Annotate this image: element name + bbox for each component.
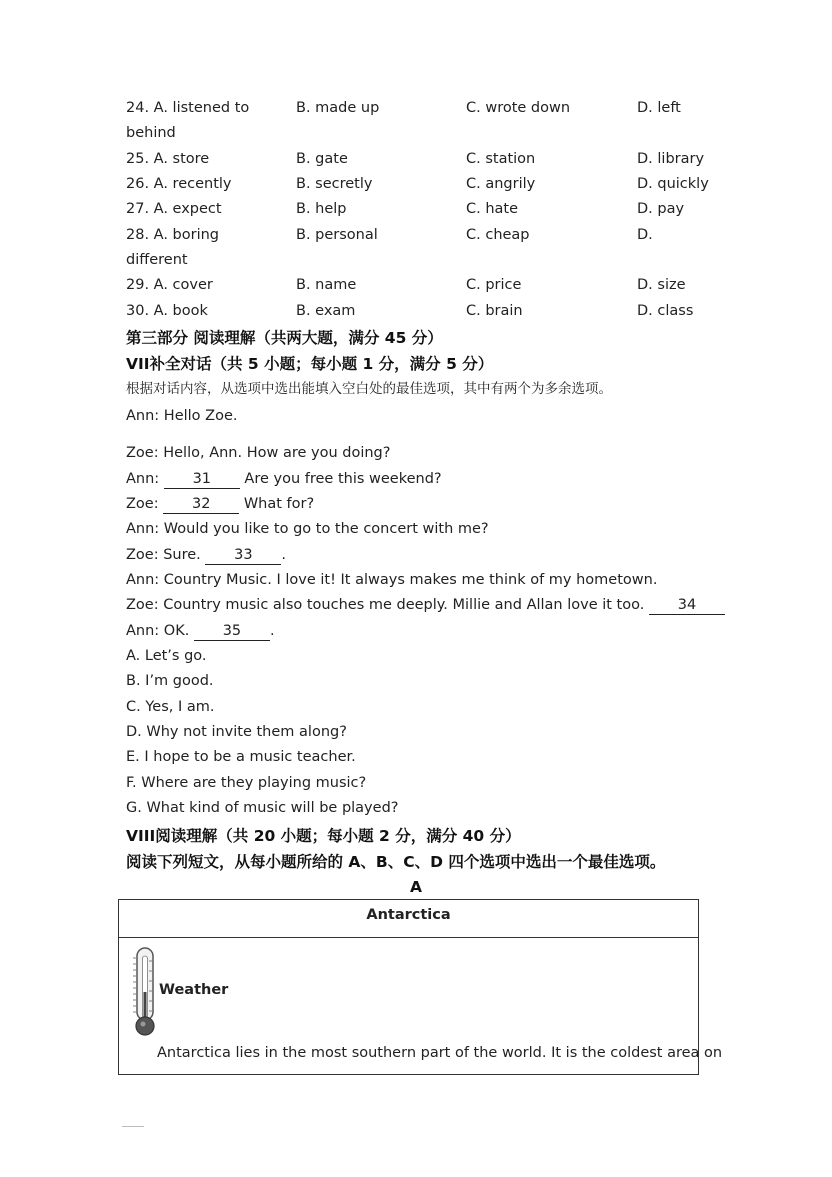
- dialogue-line-4-text: What for?: [239, 496, 315, 512]
- question-28-wrap: different: [126, 252, 188, 268]
- thermometer-icon: [129, 946, 157, 1038]
- question-26-option-c: C. angrily: [466, 176, 536, 192]
- weather-label: Weather: [159, 982, 229, 998]
- question-25-option-b: B. gate: [296, 151, 348, 167]
- question-27-option-d: D. pay: [637, 201, 685, 217]
- question-29-option-c: C. price: [466, 277, 522, 293]
- blank-35: 35: [194, 623, 270, 641]
- dialogue-line-2: Zoe: Hello, Ann. How are you doing?: [126, 445, 391, 461]
- option-d: D. Why not invite them along?: [126, 724, 347, 740]
- blank-32: 32: [163, 496, 239, 514]
- blank-34: 34: [649, 597, 725, 615]
- question-27-stem: 27. A. expect: [126, 201, 222, 217]
- question-28-option-d: D.: [637, 227, 653, 243]
- dialogue-line-4: [126, 494, 314, 514]
- table-title: Antarctica: [119, 900, 698, 938]
- section8-title: VIII阅读理解（共 20 小题；每小题 2 分，满分 40 分）: [126, 827, 521, 845]
- dialogue-line-5: Ann: Would you like to go to the concert with me?: [126, 521, 489, 537]
- question-30-option-b: B. exam: [296, 303, 356, 319]
- question-28-stem: 28. A. boring: [126, 227, 220, 243]
- part3-title: 第三部分 阅读理解（共两大题，满分 45 分）: [126, 329, 443, 347]
- dialogue-line-3-speaker: Ann:: [126, 471, 164, 487]
- question-28-option-c: C. cheap: [466, 227, 530, 243]
- dialogue-line-4-speaker: Zoe:: [126, 496, 164, 512]
- question-25-option-d: D. library: [637, 151, 705, 167]
- passage-label: A: [410, 878, 422, 896]
- dialogue-line-6: [126, 545, 286, 565]
- section7-title: VII补全对话（共 5 小题；每小题 1 分，满分 5 分）: [126, 355, 494, 373]
- question-24-option-c: C. wrote down: [466, 100, 571, 116]
- dialogue-line-3: [126, 469, 442, 489]
- passage-table: [118, 899, 723, 1075]
- dialogue-line-7: Ann: Country Music. I love it! It always makes me think of my hometown.: [126, 572, 658, 588]
- dialogue-line-9-text: Ann: OK.: [126, 623, 194, 639]
- question-29-stem: 29. A. cover: [126, 277, 213, 293]
- dialogue-line-9: [126, 621, 275, 641]
- question-26-option-d: D. quickly: [637, 176, 709, 192]
- question-24-option-d: D. left: [637, 100, 681, 116]
- section8-instruction: 阅读下列短文，从每小题所给的 A、B、C、D 四个选项中选出一个最佳选项。: [126, 853, 666, 871]
- question-26-stem: 26. A. recently: [126, 176, 232, 192]
- dialogue-line-6-speaker: Zoe: Sure.: [126, 547, 206, 563]
- question-27-option-c: C. hate: [466, 201, 519, 217]
- question-24-stem: 24. A. listened to: [126, 100, 250, 116]
- dialogue-line-9-end: .: [269, 623, 275, 639]
- table-paragraph: Antarctica lies in the most southern part of the world. It is the coldest area on: [157, 1045, 723, 1061]
- option-f: F. Where are they playing music?: [126, 775, 367, 791]
- question-24-wrap: behind: [126, 125, 176, 141]
- dialogue-line-8-text: Zoe: Country music also touches me deeply. Millie and Allan love it too.: [126, 597, 649, 613]
- dialogue-line-1: Ann: Hello Zoe.: [126, 408, 238, 424]
- question-28-option-b: B. personal: [296, 227, 378, 243]
- blank-31: 31: [164, 471, 240, 489]
- question-25-stem: 25. A. store: [126, 151, 210, 167]
- question-24-option-b: B. made up: [296, 100, 380, 116]
- dialogue-line-3-text: Are you free this weekend?: [239, 471, 442, 487]
- question-30-option-d: D. class: [637, 303, 694, 319]
- section7-instruction: 根据对话内容，从选项中选出能填入空白处的最佳选项，其中有两个为多余选项。: [126, 381, 612, 397]
- option-c: C. Yes, I am.: [126, 699, 215, 715]
- blank-33: 33: [205, 547, 281, 565]
- dialogue-line-8: [126, 595, 725, 615]
- question-30-stem: 30. A. book: [126, 303, 208, 319]
- dialogue-line-6-end: .: [281, 547, 287, 563]
- question-25-option-c: C. station: [466, 151, 536, 167]
- option-a: A. Let’s go.: [126, 648, 207, 664]
- question-27-option-b: B. help: [296, 201, 347, 217]
- option-b: B. I’m good.: [126, 673, 214, 689]
- footer-divider: [122, 1126, 144, 1127]
- option-e: E. I hope to be a music teacher.: [126, 749, 356, 765]
- question-26-option-b: B. secretly: [296, 176, 373, 192]
- question-29-option-b: B. name: [296, 277, 357, 293]
- question-29-option-d: D. size: [637, 277, 686, 293]
- question-30-option-c: C. brain: [466, 303, 523, 319]
- option-g: G. What kind of music will be played?: [126, 800, 399, 816]
